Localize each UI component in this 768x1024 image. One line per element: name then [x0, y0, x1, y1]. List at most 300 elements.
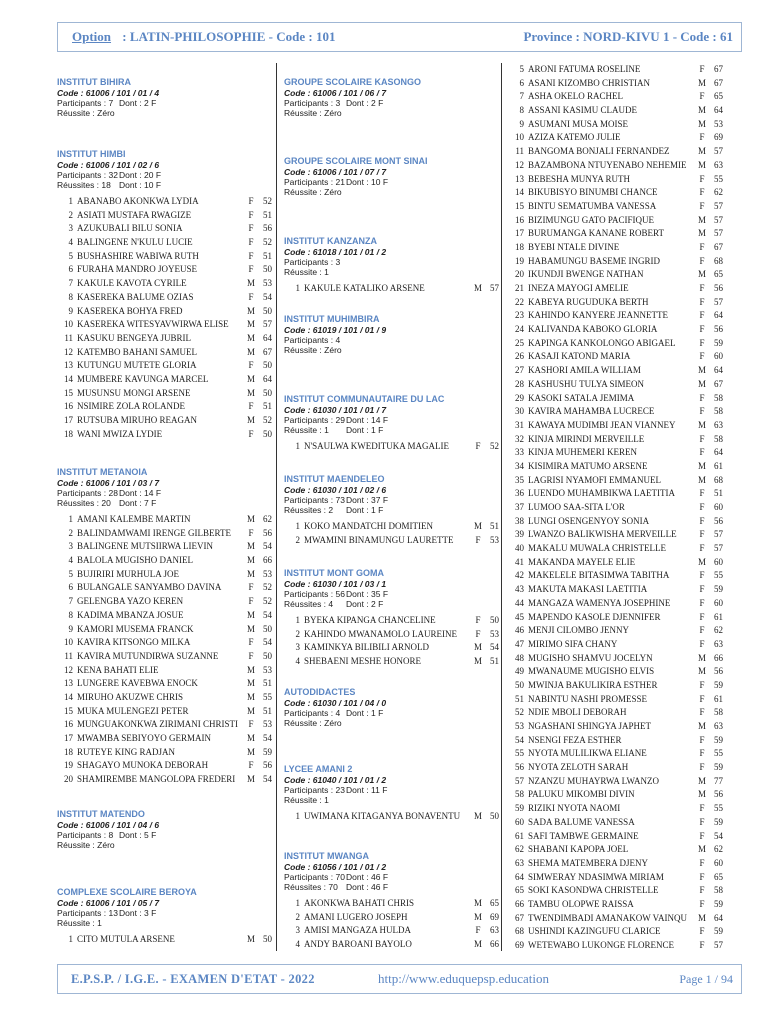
success-line — [284, 795, 499, 805]
student-score: 64 — [714, 447, 723, 458]
student-score: 68 — [714, 255, 723, 266]
student-name: IKUNDJI BWENGE NATHAN — [528, 269, 644, 280]
student-row — [57, 650, 272, 664]
student-sex: F — [699, 351, 705, 362]
student-name: KENA BAHATI ELIE — [77, 664, 159, 675]
student-sex: F — [699, 816, 705, 827]
student-sex: M — [246, 609, 255, 620]
student-sex: F — [699, 406, 705, 417]
student-sex: F — [248, 264, 254, 275]
student-number: 35 — [515, 474, 524, 485]
student-name: CITO MUTULA ARSENE — [77, 934, 175, 944]
student-number: 9 — [519, 118, 524, 129]
student-number: 49 — [515, 666, 524, 677]
student-name: KINJA MUHEMERI KEREN — [528, 447, 637, 458]
participants-line — [284, 177, 499, 187]
student-name: PALUKU MIKOMBI DIVIN — [528, 789, 635, 800]
student-name: KAMORI MUSEMA FRANCK — [77, 623, 194, 634]
student-name: BULANGALE SANYAMBO DAVINA — [77, 582, 222, 593]
student-sex: M — [697, 666, 706, 677]
student-name: SIMWERAY NDASIMWA MIRIAM — [528, 871, 664, 882]
student-sex: M — [697, 214, 706, 225]
student-row — [506, 925, 723, 939]
student-score: 67 — [714, 378, 723, 389]
student-sex: F — [699, 64, 705, 74]
student-number: 67 — [515, 912, 524, 923]
student-row — [57, 250, 272, 264]
student-number: 4 — [68, 555, 73, 566]
student-score: 60 — [714, 857, 723, 868]
student-number: 13 — [515, 173, 524, 184]
student-number: 11 — [64, 332, 73, 343]
participants-count: Participants : 73 — [284, 495, 345, 505]
participants-count: Participants : 29 — [284, 415, 345, 425]
student-score: 51 — [263, 401, 272, 412]
student-number: 20 — [515, 269, 524, 280]
student-name: MWAMINI BINAMUNGU LAURETTE — [304, 534, 454, 545]
student-row — [506, 912, 723, 926]
student-number: 25 — [515, 337, 524, 348]
student-row — [506, 200, 723, 214]
participants-count: Participants : 7 — [57, 98, 114, 108]
student-name: TAMBU OLOPWE RAISSA — [528, 898, 634, 909]
student-row — [284, 938, 499, 952]
student-score: 61 — [714, 460, 723, 471]
student-row — [284, 924, 499, 938]
student-score: 66 — [714, 652, 723, 663]
student-score: 51 — [263, 678, 272, 689]
school-code: Code : 61006 / 101 / 03 / 7 — [57, 478, 160, 488]
student-number: 42 — [515, 570, 524, 581]
student-name: KASEREKA BOHYA FRED — [77, 305, 183, 316]
student-name: AZIZA KATEMO JULIE — [528, 132, 621, 143]
student-number: 65 — [515, 885, 524, 896]
student-name: KAWAYA MUDIMBI JEAN VIANNEY — [528, 419, 676, 430]
student-score: 54 — [263, 774, 272, 785]
student-number: 34 — [515, 460, 524, 471]
success-female: Dont : 1 F — [346, 505, 384, 515]
student-name: MUSUNSU MONGI ARSENE — [77, 387, 191, 398]
participants-line — [284, 98, 499, 108]
participants-line — [284, 708, 499, 718]
student-row — [57, 359, 272, 373]
student-sex: F — [699, 898, 705, 909]
student-row — [57, 677, 272, 691]
student-name: HABAMUNGU BASEME INGRID — [528, 255, 661, 266]
student-sex: M — [246, 664, 255, 675]
student-score: 57 — [714, 543, 723, 554]
student-name: MWAMBA SEBIYOYO GERMAIN — [77, 733, 212, 743]
student-number: 17 — [515, 228, 524, 239]
student-sex: F — [699, 310, 705, 321]
student-row — [57, 664, 272, 678]
student-sex: F — [475, 441, 481, 451]
success-count: Réussite : Zéro — [57, 840, 115, 850]
participants-line — [284, 785, 499, 795]
student-number: 18 — [515, 241, 524, 252]
success-female: Dont : 2 F — [346, 599, 384, 609]
student-number: 48 — [515, 652, 524, 663]
student-sex: F — [699, 283, 705, 293]
participants-line — [57, 98, 272, 108]
student-number: 19 — [64, 760, 73, 771]
participants-female: Dont : 20 F — [119, 170, 162, 180]
student-row — [57, 222, 272, 236]
student-number: 60 — [515, 816, 524, 827]
student-row — [506, 282, 723, 296]
student-number: 11 — [515, 146, 524, 157]
student-score: 63 — [714, 159, 723, 170]
student-number: 2 — [68, 527, 73, 538]
student-row — [506, 556, 723, 570]
student-name: NDIE MBOLI DEBORAH — [528, 707, 627, 718]
student-number: 4 — [68, 237, 73, 248]
student-name: UWIMANA KITAGANYA BONAVENTU — [304, 811, 461, 821]
student-sex: M — [697, 146, 706, 157]
student-score: 62 — [263, 514, 272, 524]
school-name: INSTITUT HIMBI — [57, 149, 126, 159]
school-code: Code : 61006 / 101 / 01 / 4 — [57, 88, 160, 98]
student-name: NZANZU MUHAYRWA LWANZO — [528, 775, 659, 786]
page-header — [57, 22, 742, 52]
student-sex: M — [246, 278, 255, 289]
student-sex: F — [699, 91, 705, 102]
student-name: KAPINGA KANKOLONGO ABIGAEL — [528, 337, 676, 348]
student-row — [506, 214, 723, 228]
student-name: LWANZO BALIKWISHA MERVEILLE — [528, 529, 677, 540]
student-sex: F — [248, 223, 254, 234]
student-score: 57 — [714, 200, 723, 211]
student-number: 3 — [295, 642, 300, 653]
student-row — [506, 460, 723, 474]
success-count: Réussite : 1 — [57, 918, 102, 928]
student-name: FURAHA MANDRO JOYEUSE — [77, 264, 198, 275]
student-name: KASEREKA WITESYAVWIRWA ELISE — [77, 319, 229, 330]
student-sex: F — [699, 857, 705, 868]
column-divider — [276, 63, 277, 951]
student-row — [506, 474, 723, 488]
student-name: BEBESHA MUNYA RUTH — [528, 173, 631, 184]
student-row — [506, 433, 723, 447]
student-row — [57, 263, 272, 277]
student-name: KABEYA RUGUDUKA BERTH — [528, 296, 649, 307]
student-number: 8 — [68, 291, 73, 302]
student-number: 32 — [515, 433, 524, 444]
student-score: 57 — [714, 529, 723, 540]
student-name: SHAGAYO MUNOKA DEBORAH — [77, 760, 209, 771]
student-row — [506, 90, 723, 104]
student-number: 31 — [515, 419, 524, 430]
student-name: KINJA MIRINDI MERVEILLE — [528, 433, 645, 444]
student-score: 50 — [263, 264, 272, 275]
student-number: 10 — [64, 637, 73, 648]
student-sex: M — [697, 118, 706, 129]
student-name: MIRUHO AKUZWE CHRIS — [77, 691, 184, 702]
student-sex: M — [697, 460, 706, 471]
success-count: Réussites : 2 — [284, 505, 334, 515]
student-number: 15 — [64, 705, 73, 716]
student-name: BALOLA MUGISHO DANIEL — [77, 555, 193, 566]
success-count: Réussite : Zéro — [284, 718, 342, 728]
student-row — [57, 414, 272, 428]
student-row — [57, 746, 272, 760]
student-score: 69 — [714, 132, 723, 143]
student-score: 52 — [263, 196, 272, 206]
student-name: ASIATI MUSTAFA RWAGIZE — [77, 209, 192, 220]
student-name: NYOTA ZELOTH SARAH — [528, 762, 629, 773]
student-sex: F — [248, 596, 254, 607]
student-sex: M — [697, 105, 706, 116]
participants-line — [284, 257, 499, 267]
student-number: 52 — [515, 707, 524, 718]
student-number: 26 — [515, 351, 524, 362]
student-sex: F — [699, 611, 705, 622]
student-name: ASANI KIZOMBO CHRISTIAN — [528, 77, 651, 88]
student-name: WETEWABO LUKONGE FLORENCE — [528, 940, 674, 950]
participants-line — [284, 415, 499, 425]
student-name: LUNGERE KAVEBWA ENOCK — [77, 678, 198, 689]
student-score: 50 — [263, 623, 272, 634]
student-number: 20 — [64, 774, 73, 785]
student-sex: F — [699, 707, 705, 718]
student-sex: M — [246, 541, 255, 552]
student-number: 56 — [515, 762, 524, 773]
student-row — [57, 346, 272, 360]
student-score: 65 — [490, 898, 499, 908]
student-number: 43 — [515, 584, 524, 595]
student-row — [506, 706, 723, 720]
student-name: SADA BALUME VANESSA — [528, 816, 635, 827]
student-row — [57, 318, 272, 332]
participants-female: Dont : 37 F — [346, 495, 389, 505]
student-row — [506, 665, 723, 679]
student-score: 55 — [263, 691, 272, 702]
student-number: 55 — [515, 748, 524, 759]
participants-count: Participants : 3 — [284, 257, 341, 267]
student-number: 23 — [515, 310, 524, 321]
student-row — [506, 186, 723, 200]
student-row — [506, 761, 723, 775]
student-score: 60 — [714, 351, 723, 362]
success-count: Réussites : 4 — [284, 599, 334, 609]
student-row — [57, 705, 272, 719]
student-number: 14 — [515, 187, 524, 198]
student-name: BALINDAMWAMI IRENGE GILBERTE — [77, 527, 231, 538]
student-name: ABANABO AKONKWA LYDIA — [77, 196, 199, 206]
student-sex: M — [473, 898, 482, 908]
student-name: BYEKA KIPANGA CHANCELINE — [304, 615, 436, 625]
student-number: 7 — [519, 91, 524, 102]
participants-count: Participants : 56 — [284, 589, 345, 599]
participants-female: Dont : 3 F — [119, 908, 157, 918]
student-row — [506, 337, 723, 351]
student-name: BURUMANGA KANANE ROBERT — [528, 228, 664, 239]
student-sex: F — [699, 885, 705, 896]
student-name: KAVIRA MUTUNDIRWA SUZANNE — [77, 650, 219, 661]
student-row — [284, 810, 499, 824]
student-score: 52 — [263, 237, 272, 248]
student-score: 59 — [714, 337, 723, 348]
student-sex: F — [699, 693, 705, 704]
school-code: Code : 61056 / 101 / 01 / 2 — [284, 862, 387, 872]
student-name: SHAMIREMBE MANGOLOPA FREDERI — [77, 774, 236, 785]
success-count: Réussite : 1 — [284, 425, 329, 435]
student-sex: M — [473, 811, 482, 821]
student-number: 54 — [515, 734, 524, 745]
student-row — [57, 527, 272, 541]
footer-exam-label: E.P.S.P. / I.G.E. - EXAMEN D'ETAT - 2022 — [71, 971, 315, 986]
student-number: 12 — [515, 159, 524, 170]
province-label: Province : NORD-KIVU 1 - Code : 61 — [523, 29, 733, 44]
student-sex: M — [246, 514, 255, 524]
student-name: MENJI CILOMBO JENNY — [528, 625, 629, 636]
student-sex: F — [699, 200, 705, 211]
student-name: ASHA OKELO RACHEL — [528, 91, 624, 102]
student-name: ASSANI KASIMU CLAUDE — [528, 105, 638, 116]
student-score: 57 — [714, 940, 723, 950]
student-score: 53 — [263, 568, 272, 579]
student-sex: M — [697, 474, 706, 485]
school-block — [57, 466, 272, 787]
student-number: 18 — [64, 746, 73, 757]
student-sex: F — [699, 296, 705, 307]
success-count: Réussite : Zéro — [284, 108, 342, 118]
success-line — [284, 882, 499, 892]
student-name: NSIMIRE ZOLA ROLANDE — [77, 401, 185, 412]
student-number: 1 — [68, 196, 73, 206]
student-sex: F — [475, 615, 481, 625]
student-sex: F — [699, 502, 705, 512]
student-score: 62 — [714, 844, 723, 855]
student-sex: F — [248, 291, 254, 302]
student-sex: M — [246, 373, 255, 384]
student-sex: M — [473, 521, 482, 531]
student-row — [284, 282, 499, 296]
student-row — [506, 309, 723, 323]
student-number: 30 — [515, 406, 524, 417]
school-name: INSTITUT COMMUNAUTAIRE DU LAC — [284, 394, 445, 404]
success-count: Réussites : 18 — [57, 180, 111, 190]
student-score: 52 — [263, 582, 272, 593]
student-number: 8 — [519, 105, 524, 116]
student-row — [284, 897, 499, 911]
student-row — [506, 528, 723, 542]
student-sex: F — [475, 534, 481, 545]
student-number: 59 — [515, 803, 524, 814]
student-name: BUJIRIRI MURHULA JOE — [77, 568, 180, 579]
student-name: RUTEYE KING RADJAN — [77, 746, 175, 757]
student-score: 61 — [714, 611, 723, 622]
student-sex: M — [246, 774, 255, 785]
success-line — [57, 108, 272, 118]
student-number: 16 — [64, 719, 73, 730]
student-number: 41 — [515, 556, 524, 567]
school-name: INSTITUT MWANGA — [284, 851, 369, 861]
student-score: 51 — [490, 521, 499, 531]
student-row — [57, 277, 272, 291]
student-sex: F — [699, 255, 705, 266]
student-name: ARONI FATUMA ROSELINE — [528, 64, 641, 74]
participants-female: Dont : 2 F — [346, 98, 384, 108]
student-sex: F — [699, 173, 705, 184]
student-score: 50 — [263, 428, 272, 439]
school-block — [284, 235, 499, 296]
student-name: NYOTA MULILIKWA ELIANE — [528, 748, 647, 759]
student-row — [284, 520, 499, 534]
student-row — [506, 104, 723, 118]
student-score: 60 — [714, 597, 723, 608]
success-line — [284, 718, 499, 728]
page-number: Page 1 / 94 — [679, 971, 733, 986]
student-name: BYEBI NTALE DIVINE — [528, 241, 620, 252]
student-row — [506, 323, 723, 337]
school-block — [284, 473, 499, 547]
student-score: 56 — [263, 760, 272, 771]
student-number: 63 — [515, 857, 524, 868]
student-sex: F — [248, 527, 254, 538]
student-name: MWANAUME MUGISHO ELVIS — [528, 666, 655, 677]
student-name: LAGRISI NYAMOFI EMMANUEL — [528, 474, 662, 485]
success-female: Dont : 46 F — [346, 882, 389, 892]
student-name: BIKUBISYO BINUMBI CHANCE — [528, 187, 658, 198]
option-label: Option — [72, 29, 112, 44]
student-row — [284, 641, 499, 655]
student-name: MUKA MULENGEZI PETER — [77, 705, 189, 716]
school-block — [284, 686, 499, 728]
student-sex: M — [697, 378, 706, 389]
student-sex: M — [246, 934, 255, 944]
participants-count: Participants : 13 — [57, 908, 118, 918]
student-row — [506, 583, 723, 597]
student-score: 65 — [714, 91, 723, 102]
student-name: ASUMANI MUSA MOISE — [528, 118, 629, 129]
student-sex: M — [697, 652, 706, 663]
student-name: BALINGENE N'KULU LUCIE — [77, 237, 193, 248]
student-row — [57, 595, 272, 609]
participants-count: Participants : 23 — [284, 785, 345, 795]
student-number: 38 — [515, 515, 524, 526]
student-name: SHEMA MATEMBERA DJENY — [528, 857, 649, 868]
student-row — [506, 419, 723, 433]
student-name: LUMOO SAA-SITA L'OR — [528, 502, 625, 512]
school-block — [57, 148, 272, 441]
student-sex: F — [699, 337, 705, 348]
student-row — [57, 387, 272, 401]
student-number: 4 — [295, 656, 300, 667]
student-score: 62 — [714, 187, 723, 198]
student-sex: M — [697, 721, 706, 731]
footer-url[interactable]: http://www.eduquepsp.education — [378, 971, 550, 986]
option-block — [72, 29, 335, 45]
student-sex: M — [246, 415, 255, 425]
school-block — [284, 313, 499, 355]
school-code: Code : 61006 / 101 / 07 / 7 — [284, 167, 387, 177]
success-line — [284, 505, 499, 515]
student-row — [506, 515, 723, 529]
school-name: COMPLEXE SCOLAIRE BEROYA — [57, 887, 197, 897]
student-score: 59 — [263, 746, 272, 757]
student-score: 57 — [714, 214, 723, 225]
student-score: 54 — [263, 291, 272, 302]
participants-female: Dont : 1 F — [346, 708, 384, 718]
student-name: KAVIRA MAHAMBA LUCRECE — [528, 406, 655, 417]
student-number: 1 — [295, 441, 300, 451]
student-name: N'SAULWA KWEDITUKA MAGALIE — [304, 441, 449, 451]
student-number: 1 — [295, 615, 300, 625]
student-sex: F — [248, 428, 254, 439]
student-row — [506, 63, 723, 77]
student-number: 1 — [295, 811, 300, 821]
